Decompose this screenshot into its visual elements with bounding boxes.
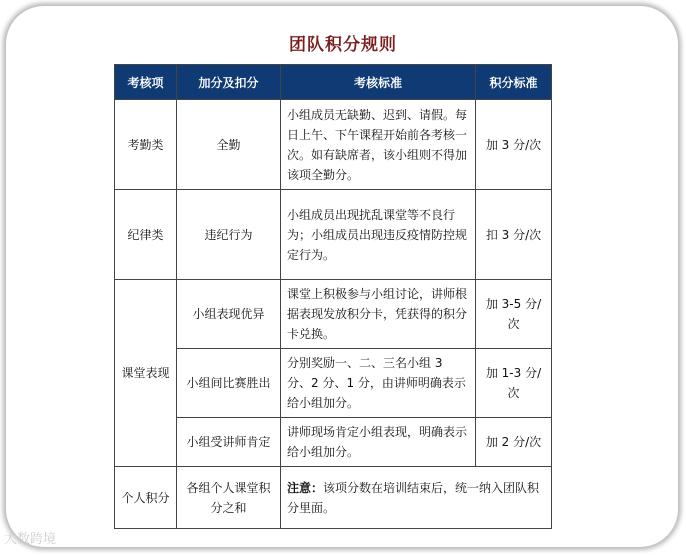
row-item: 各组个人课堂积分之和: [177, 467, 281, 529]
row-item: 违纪行为: [177, 190, 281, 280]
table-row: [115, 100, 552, 190]
header-points: 积分标准: [476, 65, 552, 100]
row-points: 加 1-3 分/次: [476, 349, 552, 418]
row-item: 小组间比赛胜出: [177, 349, 281, 418]
table-header-row: [115, 65, 552, 100]
watermark-text: 大数跨境: [4, 532, 57, 547]
row-item: 全勤: [177, 100, 281, 190]
header-item: 加分及扣分: [177, 65, 281, 100]
row-note: [281, 467, 552, 529]
note-text: 该项分数在培训结束后，统一纳入团队积分里面。: [287, 480, 540, 515]
table-row: [115, 280, 552, 349]
row-item: 小组表现优异: [177, 280, 281, 349]
row-standard: 课堂上积极参与小组讨论，讲师根据表现发放积分卡，凭获得的积分卡兑换。: [281, 280, 476, 349]
row-points: 加 3 分/次: [476, 100, 552, 190]
row-points: 扣 3 分/次: [476, 190, 552, 280]
row-category: 个人积分: [115, 467, 177, 529]
table-row: [115, 349, 552, 418]
row-category: 课堂表现: [115, 280, 177, 467]
table-row: [115, 190, 552, 280]
table-row: [115, 467, 552, 529]
header-category: 考核项: [115, 65, 177, 100]
page-title: 团队积分规则: [289, 35, 397, 55]
row-standard: 讲师现场肯定小组表现，明确表示给小组加分。: [281, 418, 476, 467]
row-standard: 分别奖励一、二、三名小组 3 分、2 分、1 分，由讲师明确表示给小组加分。: [281, 349, 476, 418]
row-category: 考勤类: [115, 100, 177, 190]
row-points: 加 3-5 分/次: [476, 280, 552, 349]
scoring-rules-table: [114, 64, 552, 529]
note-label: 注意：: [287, 480, 324, 495]
table-row: [115, 418, 552, 467]
row-item: 小组受讲师肯定: [177, 418, 281, 467]
row-points: 加 2 分/次: [476, 418, 552, 467]
header-standard: 考核标准: [281, 65, 476, 100]
row-standard: 小组成员出现扰乱课堂等不良行为；小组成员出现违反疫情防控规定行为。: [281, 190, 476, 280]
row-category: 纪律类: [115, 190, 177, 280]
row-standard: 小组成员无缺勤、迟到、请假。每日上午、下午课程开始前各考核一次。如有缺席者，该小组则不得加该项全勤分。: [281, 100, 476, 190]
